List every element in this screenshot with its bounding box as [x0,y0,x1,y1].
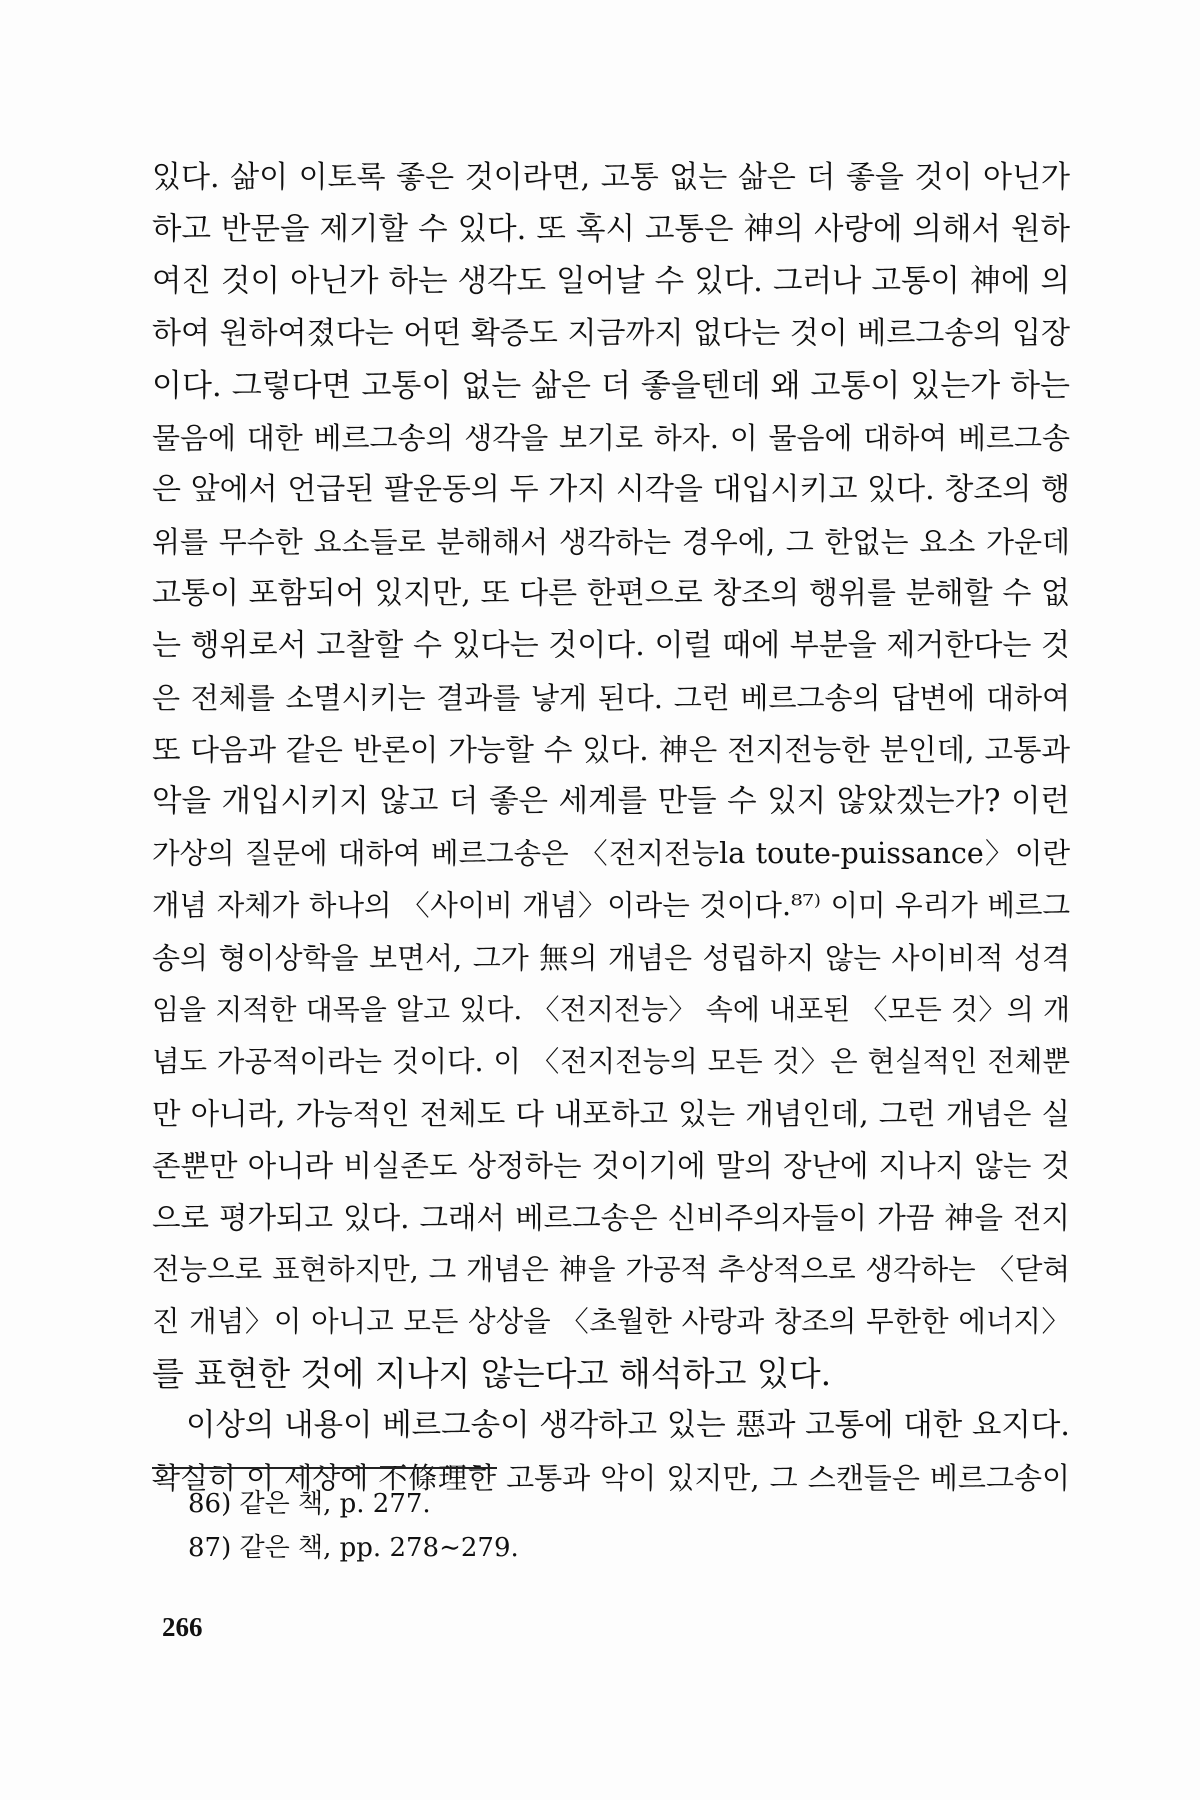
body-text [152,152,1070,1504]
body-line: 하고 반문을 제기할 수 있다. 또 혹시 고통은 神의 사랑에 의해서 원하 [152,212,1070,247]
body-line: 물음에 대한 베르그송의 생각을 보기로 하자. 이 물음에 대하여 베르그송 [152,421,1070,455]
footnote-87: 87) 같은 책, pp. 278∼279. [188,1533,519,1563]
body-line: 는 행위로서 고찰할 수 있다는 것이다. 이럴 때에 부분을 제거한다는 것 [152,628,1070,663]
body-line: 있다. 삶이 이토록 좋은 것이라면, 고통 없는 삶은 더 좋을 것이 아닌가 [152,160,1070,195]
paragraph-start-line: 이상의 내용이 베르그송이 생각하고 있는 惡과 고통에 대한 요지다. [186,1408,1070,1443]
page-number: 266 [162,1612,203,1642]
body-line: 진 개념〉이 아니고 모든 상상을 〈초월한 사랑과 창조의 무한한 에너지〉 [152,1305,1070,1338]
body-line: 하여 원하여졌다는 어떤 확증도 지금까지 없다는 것이 베르그송의 입장 [152,316,1070,351]
body-line: 존뿐만 아니라 비실존도 상정하는 것이기에 말의 장난에 지나지 않는 것 [152,1149,1070,1183]
body-line: 은 전체를 소멸시키는 결과를 낳게 된다. 그런 베르그송의 답변에 대하여 [152,681,1070,715]
body-line: 념도 가공적이라는 것이다. 이 〈전지전능의 모든 것〉은 현실적인 전체뿐 [152,1045,1070,1078]
body-line: 만 아니라, 가능적인 전체도 다 내포하고 있는 개념인데, 그런 개념은 실 [152,1097,1070,1131]
body-line: 전능으로 표현하지만, 그 개념은 神을 가공적 추상적으로 생각하는 〈닫혀 [152,1253,1070,1286]
body-line: 송의 형이상학을 보면서, 그가 無의 개념은 성립하지 않는 사이비적 성격 [152,941,1070,975]
footnote-divider [152,1467,497,1469]
body-line: 악을 개입시키지 않고 더 좋은 세계를 만들 수 있지 않았겠는가? 이런 [152,784,1070,819]
body-line: 가상의 질문에 대하여 베르그송은 〈전지전능la toute-puissance〉이란 [152,837,1070,870]
footnotes [188,1482,788,1570]
body-line: 개념 자체가 하나의 〈사이비 개념〉이라는 것이다.⁸⁷⁾ 이미 우리가 베르그 [152,889,1070,922]
body-line: 임을 지적한 대목을 알고 있다. 〈전지전능〉 속에 내포된 〈모든 것〉의 개 [152,993,1070,1026]
body-line: 고통이 포함되어 있지만, 또 다른 한편으로 창조의 행위를 분해할 수 없 [152,576,1070,611]
body-line: 이다. 그렇다면 고통이 없는 삶은 더 좋을텐데 왜 고통이 있는가 하는 [152,368,1070,404]
footnote-86: 86) 같은 책, p. 277. [188,1489,431,1519]
body-line: 또 다음과 같은 반론이 가능할 수 있다. 神은 전지전능한 분인데, 고통과 [152,733,1070,767]
body-line: 위를 무수한 요소들로 분해해서 생각하는 경우에, 그 한없는 요소 가운데 [152,525,1070,559]
body-line: 여진 것이 아닌가 하는 생각도 일어날 수 있다. 그러나 고통이 神에 의 [152,264,1070,299]
paragraph-end-line: 를 표현한 것에 지나지 않는다고 해석하고 있다. [152,1354,832,1393]
body-line: 확실히 이 세상에 不條理한 고통과 악이 있지만, 그 스캔들은 베르그송이 [152,1461,1070,1495]
body-line: 은 앞에서 언급된 팔운동의 두 가지 시각을 대입시키고 있다. 창조의 행 [152,472,1070,507]
body-line: 으로 평가되고 있다. 그래서 베르그송은 신비주의자들이 가끔 神을 전지 [152,1201,1070,1235]
